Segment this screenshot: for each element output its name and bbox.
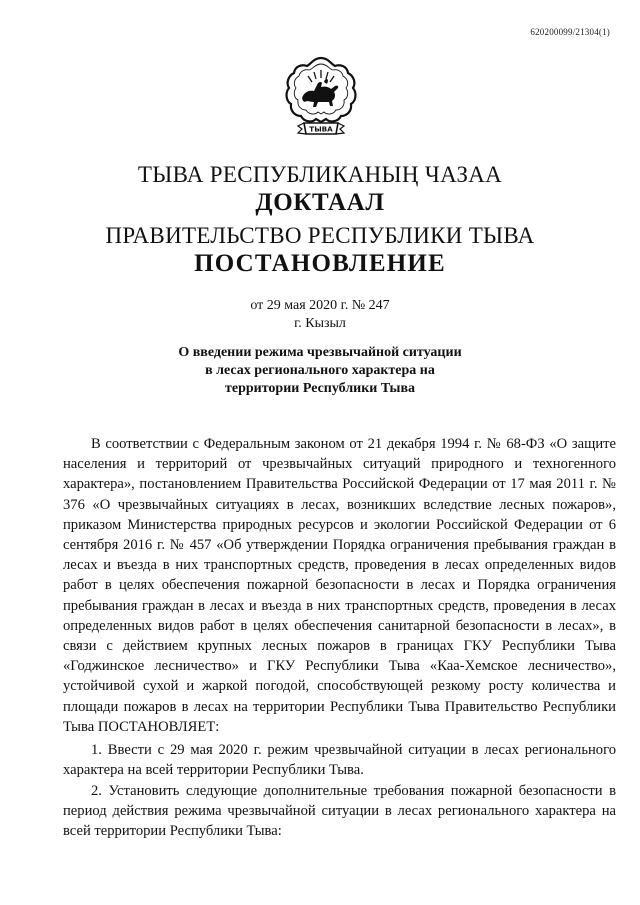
document-city: г. Кызыл (294, 316, 346, 331)
preamble-paragraph: В соответствии с Федеральным законом от 21 декабря 1994 г. № 68-ФЗ «О защите населения и территорий от чрезвычайных ситуаций природного и техногенного характера», постановлением Правительства Российской Федерации от 17 мая 2011 г. № 376 «О чрезвычайных ситуациях в лесах, возникших вследствие лесных пожаров», приказом Министерства природных ресурсов и экологии Российской Федерации от 6 сентября 2016 г. № 457 «Об утверждении Порядка ограничения пребывания граждан в лесах и въезда в них транспортных средств, проведения в лесах определенных видов работ в целях обеспечения пожарной безопасности в лесах и Порядка ограничения пребывания граждан в лесах и въезда в них транспортных средств, проведения в лесах определенных видов работ в целях обеспечения санитарной безопасности в лесах», в связи с действием крупных лесных пожаров в границах ГКУ Республики Тыва «Годжинское лесничество» и ГКУ Республики Тыва «Каа-Хемское лесничество», устойчивой сухой и жаркой погодой, способствующей резкому росту количества и площади пожаров в лесах на территории Республики Тыва Правительство Республики Тыва ПОСТАНОВЛЯЕТ: (63, 436, 616, 735)
header-russian-government: ПРАВИТЕЛЬСТВО РЕСПУБЛИКИ ТЫВА (105, 223, 535, 248)
document-title-line: О введении режима чрезвычайной ситуации (178, 345, 462, 360)
document-title-line: территории Республики Тыва (224, 381, 416, 396)
header-russian-doc-type: ПОСТАНОВЛЕНИЕ (194, 250, 446, 277)
header-tuvan-doc-type: ДОКТААЛ (255, 189, 385, 216)
document-code: 620200099/21304(1) (530, 27, 610, 37)
clause-1-paragraph: 1. Ввести с 29 мая 2020 г. режим чрезвычайной ситуации в лесах регионального характера на всей территории Республики Тыва. (63, 742, 616, 779)
header-tuvan-government: ТЫВА РЕСПУБЛИКАНЫҢ ЧАЗАА (137, 162, 503, 187)
tuva-emblem-icon (284, 56, 358, 142)
svg-text:ТЫВА: ТЫВА (309, 124, 333, 134)
clause-2-paragraph: 2. Установить следующие дополнительные требования пожарной безопасности в период действия режима чрезвычайной ситуации в лесах регионального характера на всей территории Республики Тыва: (63, 783, 616, 840)
document-title-line: в лесах регионального характера на (205, 363, 435, 378)
document-title (0, 344, 640, 398)
document-date-number: от 29 мая 2020 г. № 247 (250, 298, 390, 313)
